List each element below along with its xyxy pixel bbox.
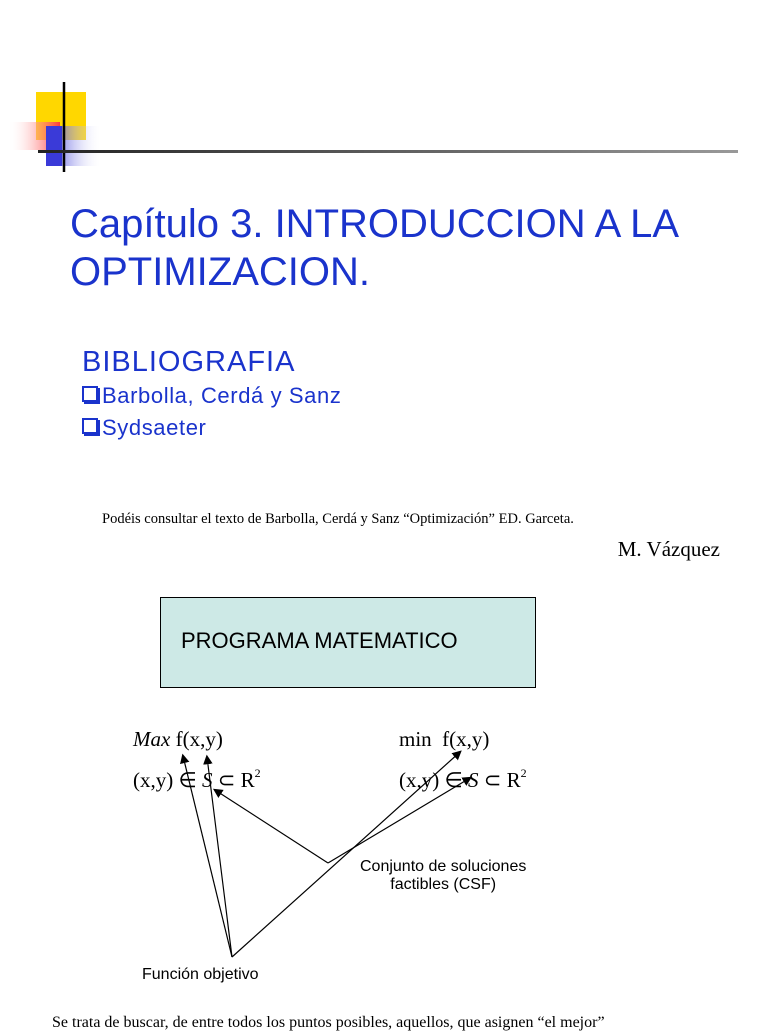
left-constraint: (x,y) ∈ S ⊂ $R^2$ [133,766,261,792]
bibliography-heading: BIBLIOGRAFIA [82,346,296,378]
reference-note: Podéis consultar el texto de Barbolla, Cerdá y Sanz “Optimización” ED. Garceta. [102,511,574,527]
program-box-label: PROGRAMA MATEMATICO [181,628,458,653]
bibliography-item: Sydsaeter [82,414,206,442]
arrow-csf-to-left-set [215,790,328,863]
author-name: M. Vázquez [617,537,720,561]
footer-text: Se trata de buscar, de entre todos los puntos posibles, aquellos, que asignen “el mejor” [52,1014,605,1031]
title-line-1: Capítulo 3. INTRODUCCION A LA [70,202,680,246]
right-constraint: (x,y) ∈ S ⊂ $R^2$ [399,766,527,792]
feasible-set-label: Conjunto de soluciones factibles (CSF) [360,858,527,893]
arrow-objective-to-right-f [232,752,460,957]
arrow-objective-to-left-f [207,757,232,957]
right-objective: min f(x,y) [399,727,490,751]
arrow-csf-to-right-set [328,778,470,863]
title-line-2: OPTIMIZACION. [70,250,370,294]
bibliography-item: Barbolla, Cerdá y Sanz [82,382,341,410]
arrow-objective-to-left-max [183,756,232,957]
objective-label: Función objetivo [142,966,259,983]
left-objective: Max f(x,y) [133,727,223,751]
